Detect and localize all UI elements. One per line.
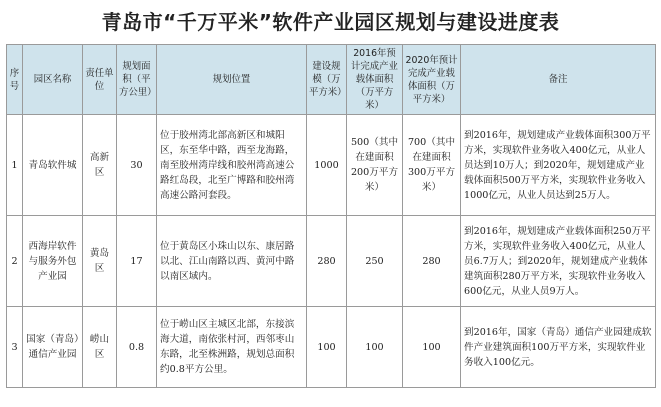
cell-note: 到2016年，国家（青岛）通信产业园建成软件产业建筑面积100万平方米，实现软件业务收入100亿元。 [461,307,656,388]
col-header-2020: 2020年预计完成产业载体面积（万平方米） [403,45,461,115]
cell-2020: 700（其中在建面积300万平方米） [403,115,461,216]
cell-note: 到2016年，规划建成产业载体面积300万平方米，实现软件业务收入400亿元，从业人员达到10万人；到2020年，规划建成产业载体面积500万平方米，实现软件业务收入1000亿元，从业人员达到25万人。 [461,115,656,216]
cell-2016: 250 [347,216,403,307]
cell-2020: 280 [403,216,461,307]
cell-unit: 黄岛区 [83,216,117,307]
page-title: 青岛市“千万平米”软件产业园区规划与建设进度表 [101,10,560,34]
col-header-2016: 2016年预计完成产业载体面积（万平方米） [347,45,403,115]
table-header-row [7,45,656,115]
col-header-area: 规划面积（平方公里） [117,45,157,115]
cell-no: 1 [7,115,23,216]
cell-unit: 高新区 [83,115,117,216]
cell-area: 17 [117,216,157,307]
table-row [7,115,656,216]
col-header-location: 规划位置 [157,45,307,115]
cell-unit: 崂山区 [83,307,117,388]
cell-name: 青岛软件城 [23,115,83,216]
cell-scale: 1000 [307,115,347,216]
cell-name: 西海岸软件与服务外包产业园 [23,216,83,307]
col-header-note: 备注 [461,45,656,115]
cell-scale: 280 [307,216,347,307]
cell-name: 国家（青岛）通信产业园 [23,307,83,388]
col-header-unit: 责任单位 [83,45,117,115]
col-header-name: 园区名称 [23,45,83,115]
cell-location: 位于胶州湾北部高新区和城阳区，东至华中路，西至龙海路，南至胶州湾岸线和胶州湾高速公路红岛段，北至广博路和胶州湾高速公路河套段。 [157,115,307,216]
col-header-scale: 建设规模（万平方米） [307,45,347,115]
cell-2020: 100 [403,307,461,388]
progress-table [6,44,656,388]
cell-note: 到2016年，规划建成产业载体面积250万平方米，实现软件业务收入400亿元，从业人员6.7万人；到2020年，规划建成产业载体建筑面积280万平方米，实现软件业务收入600亿元，从业人员9万人。 [461,216,656,307]
cell-no: 2 [7,216,23,307]
table-row [7,307,656,388]
cell-area: 0.8 [117,307,157,388]
col-header-no: 序号 [7,45,23,115]
cell-no: 3 [7,307,23,388]
cell-location: 位于崂山区主城区北部，东接滨海大道，南依张村河，西邻枣山东路，北至株洲路，规划总面积约0.8平方公里。 [157,307,307,388]
cell-scale: 100 [307,307,347,388]
cell-area: 30 [117,115,157,216]
cell-2016: 100 [347,307,403,388]
cell-location: 位于黄岛区小珠山以东、康居路以北、江山南路以西、黄河中路以南区域内。 [157,216,307,307]
table-row [7,216,656,307]
cell-2016: 500（其中在建面积200万平方米） [347,115,403,216]
